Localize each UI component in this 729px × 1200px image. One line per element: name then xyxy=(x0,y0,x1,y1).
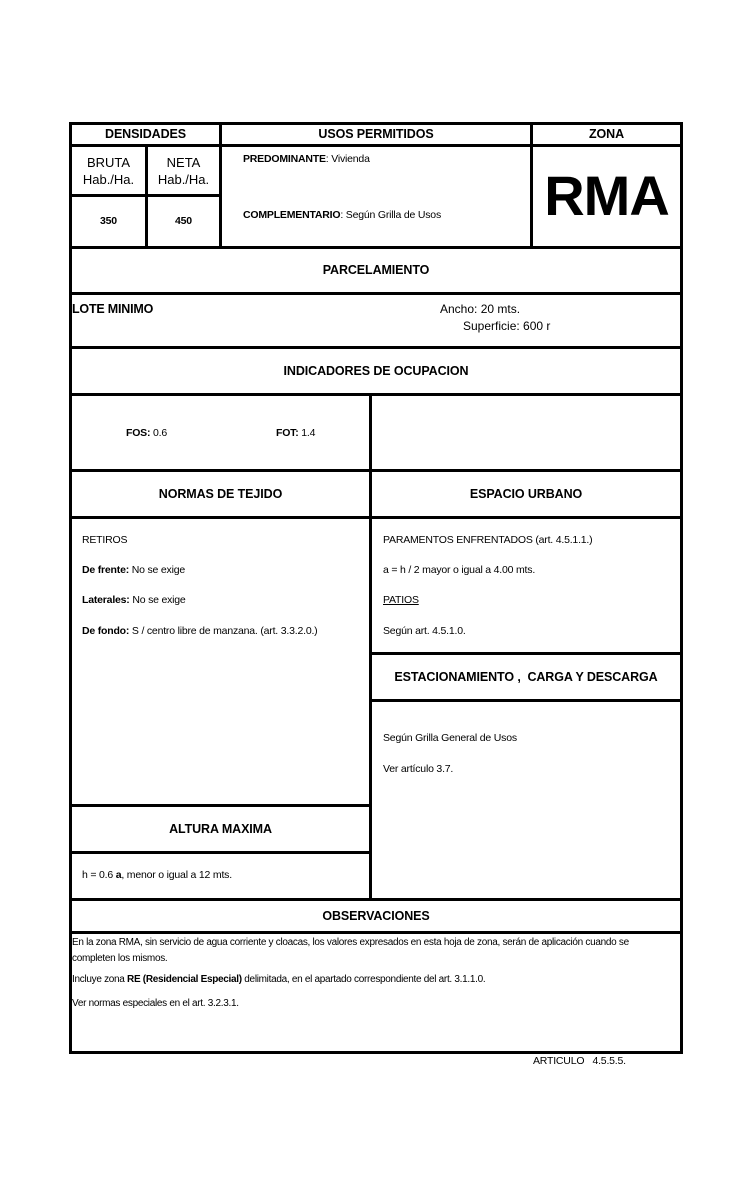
bruta-unit: Hab./Ha. xyxy=(82,172,135,187)
lote-minimo-label: LOTE MINIMO xyxy=(72,302,154,316)
altura-text xyxy=(82,869,232,881)
densidades-header: DENSIDADES xyxy=(105,127,186,141)
neta-label xyxy=(148,154,219,188)
observaciones-p1-line2: completen los mismos. xyxy=(72,953,168,964)
estacionamiento-line2: Ver artículo 3.7. xyxy=(383,763,454,775)
observaciones-p2-pre: Incluye zona xyxy=(72,974,128,985)
estacionamiento-top xyxy=(369,652,683,655)
usos-header: USOS PERMITIDOS xyxy=(318,127,434,141)
bruta-value: 350 xyxy=(100,215,117,227)
estacionamiento-line1: Según Grilla General de Usos xyxy=(383,732,517,744)
laterales-value: No se exige xyxy=(132,594,186,606)
fot-label: FOT: xyxy=(276,427,299,439)
frente-value: No se exige xyxy=(131,564,185,576)
top-section-bottom xyxy=(69,246,683,249)
articulo-number: ARTICULO 4.5.5.5. xyxy=(533,1055,626,1067)
altura-text-bold: a xyxy=(115,869,122,881)
parcelamiento-bottom xyxy=(69,346,683,349)
bruta-label xyxy=(72,154,145,188)
header-row-divider xyxy=(69,144,683,147)
ocupacion-divider xyxy=(69,393,683,396)
ancho-value: Ancho: 20 mts. xyxy=(440,302,521,316)
neta-value: 450 xyxy=(175,215,192,227)
fondo-value: S / centro libre de manzana. (art. 3.3.2.0.) xyxy=(131,625,318,637)
observaciones-p3: Ver normas especiales en el art. 3.2.3.1. xyxy=(72,998,239,1009)
frente-label: De frente: xyxy=(82,564,130,576)
zona-header: ZONA xyxy=(588,127,624,141)
altura-top xyxy=(69,804,372,807)
predominante-line xyxy=(243,153,370,165)
fot-indicator xyxy=(276,427,315,439)
fot-value: 1.4 xyxy=(301,427,316,439)
altura-header: ALTURA MAXIMA xyxy=(169,822,272,836)
densidades-value-divider xyxy=(69,194,221,197)
observaciones-header: OBSERVACIONES xyxy=(322,909,430,923)
zona-code: RMA xyxy=(544,164,669,227)
neta-unit: Hab./Ha. xyxy=(157,172,210,187)
altura-divider xyxy=(69,851,372,854)
paramentos-formula: a = h / 2 mayor o igual a 4.00 mts. xyxy=(383,564,536,576)
fos-indicator xyxy=(126,427,167,439)
altura-text-pre: h = 0.6 xyxy=(82,869,116,881)
complementario-label: COMPLEMENTARIO xyxy=(243,209,341,221)
retiros-label: RETIROS xyxy=(82,534,128,546)
observaciones-p1-line1: En la zona RMA, sin servicio de agua corriente y cloacas, los valores expresados en esta hoja de zona, serán de aplicación cuando se xyxy=(72,937,629,948)
retiro-frente xyxy=(82,564,185,576)
parcelamiento-divider xyxy=(69,292,683,295)
fos-label: FOS: xyxy=(126,427,151,439)
estacionamiento-header: ESTACIONAMIENTO , CARGA Y DESCARGA xyxy=(394,670,658,684)
estacionamiento-divider xyxy=(369,699,683,702)
observaciones-divider xyxy=(69,931,683,934)
ocupacion-bottom xyxy=(69,469,683,472)
laterales-label: Laterales: xyxy=(82,594,130,606)
observaciones-p2-bold: RE (Residencial Especial) xyxy=(127,974,242,985)
neta-label-text: NETA xyxy=(166,155,201,170)
predominante-value: : Vivienda xyxy=(325,153,370,165)
observaciones-p2 xyxy=(72,974,485,985)
complementario-line xyxy=(243,209,441,221)
bruta-label-text: BRUTA xyxy=(86,155,131,170)
tejido-header-divider xyxy=(69,516,683,519)
complementario-value: : Según Grilla de Usos xyxy=(340,209,441,221)
altura-text-post: , menor o igual a 12 mts. xyxy=(121,869,232,881)
patios-label: PATIOS xyxy=(383,594,419,606)
retiro-laterales xyxy=(82,594,186,606)
espacio-urbano-header: ESPACIO URBANO xyxy=(469,487,583,501)
fondo-label: De fondo: xyxy=(82,625,130,637)
observaciones-p2-post: delimitada, en el apartado correspondiente del art. 3.1.1.0. xyxy=(241,974,486,985)
parcelamiento-header: PARCELAMIENTO xyxy=(322,263,430,277)
fos-value: 0.6 xyxy=(153,427,167,439)
predominante-label: PREDOMINANTE xyxy=(243,153,326,165)
ocupacion-header: INDICADORES DE OCUPACION xyxy=(283,364,469,378)
superficie-value: Superficie: 600 r xyxy=(463,319,551,333)
observaciones-top xyxy=(69,898,683,901)
paramentos-text: PARAMENTOS ENFRENTADOS (art. 4.5.1.1.) xyxy=(383,534,593,546)
retiro-fondo xyxy=(82,625,317,637)
patios-ref: Según art. 4.5.1.0. xyxy=(383,625,466,637)
tejido-header: NORMAS DE TEJIDO xyxy=(158,487,283,501)
